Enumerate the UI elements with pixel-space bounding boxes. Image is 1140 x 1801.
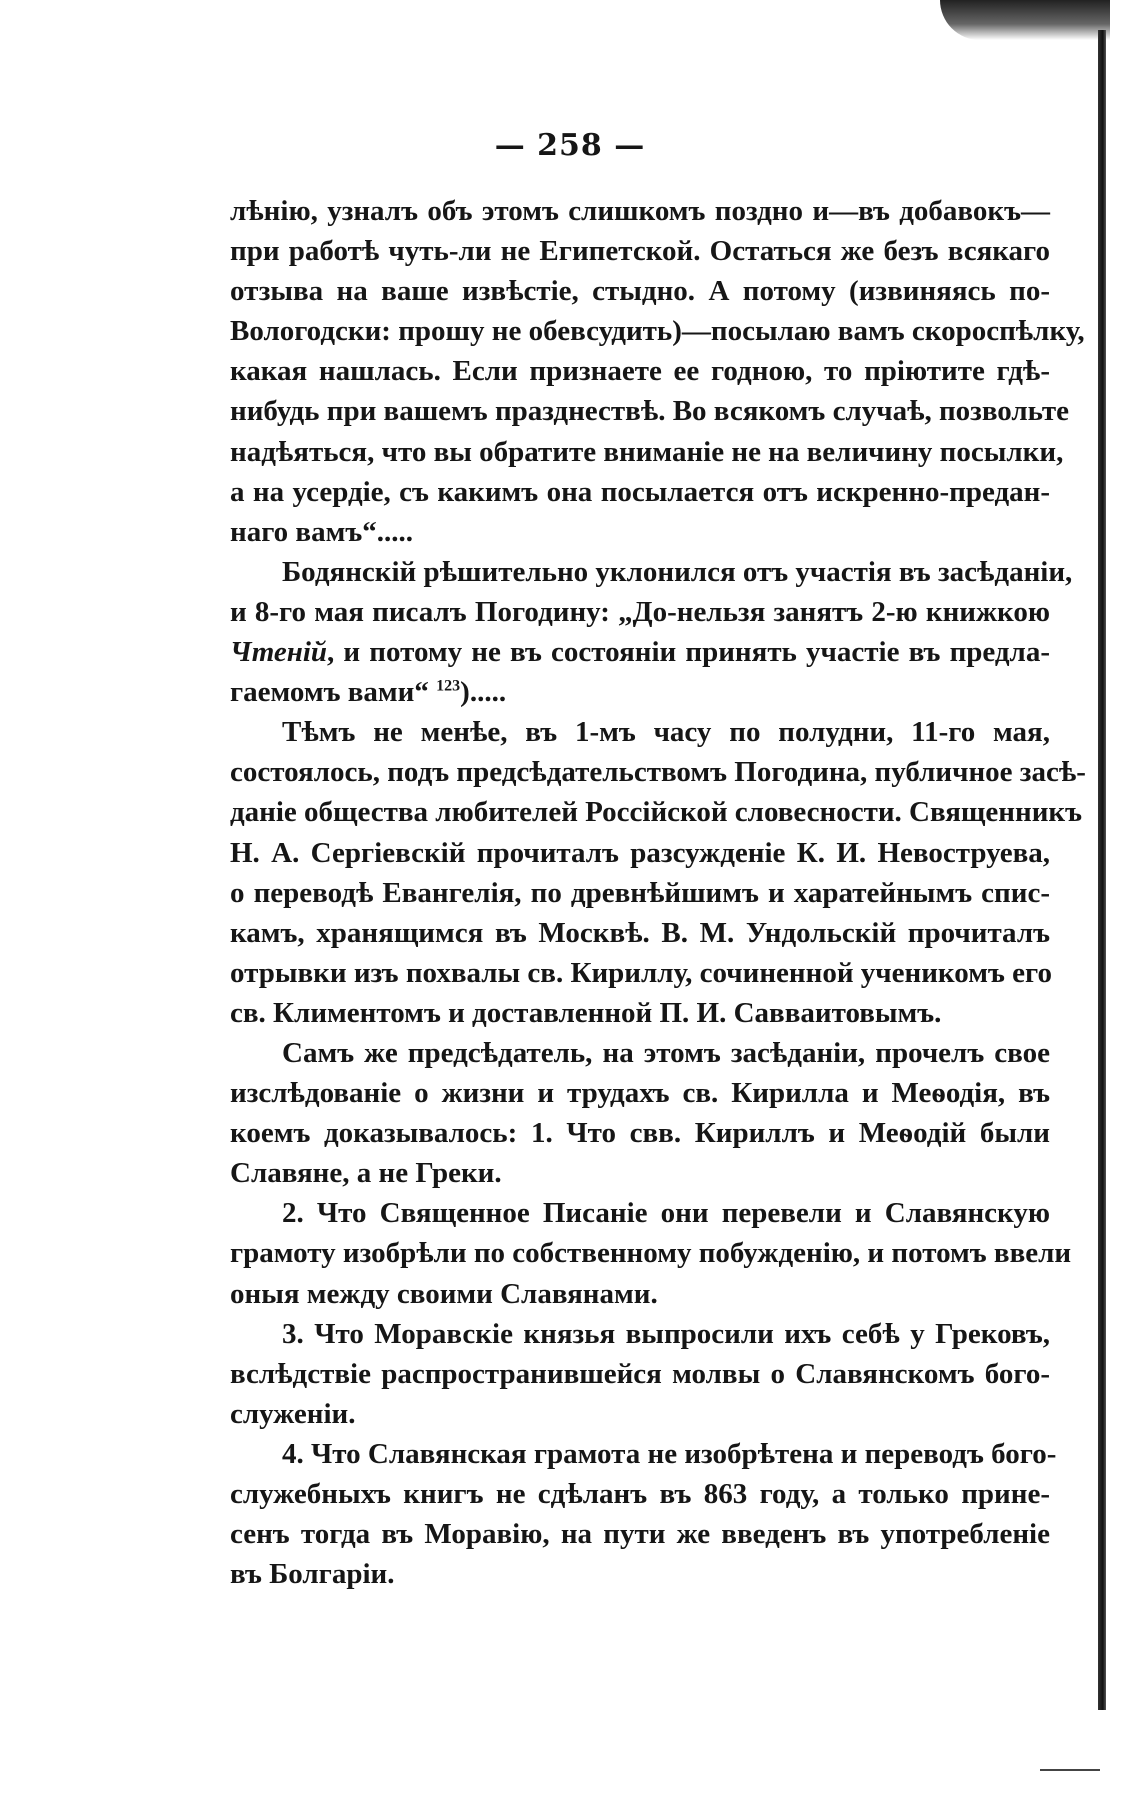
text-line-with-italic: Чтеній, и потому не въ состояніи принять участіе въ предла- bbox=[230, 636, 1050, 669]
paragraph bbox=[230, 1033, 1050, 1193]
text-line: 2. Что Священное Писаніе они перевели и Славянскую bbox=[282, 1197, 1050, 1230]
text-line: Тѣмъ не менѣе, въ 1-мъ часу по полудни, 11-го мая, bbox=[282, 716, 1050, 749]
text-line: въ Болгаріи. bbox=[230, 1558, 395, 1591]
body-text bbox=[230, 191, 1086, 1594]
text-line: надѣяться, что вы обратите вниманіе не на величину посылки, bbox=[230, 435, 1064, 468]
text-line: св. Климентомъ и доставленной П. И. Савваитовымъ. bbox=[230, 996, 942, 1029]
text-line: отрывки изъ похвалы св. Кириллу, сочиненной ученикомъ его bbox=[230, 956, 1052, 989]
text-line: Вологодски: прошу не обевсудить)—посылаю вамъ скороспѣлку, bbox=[230, 315, 1085, 348]
text-line: Славяне, а не Греки. bbox=[230, 1157, 502, 1190]
text-line: о переводѣ Евангелія, по древнѣйшимъ и харатейнымъ спис- bbox=[230, 876, 1050, 909]
text-line: Н. А. Сергіевскій прочиталъ разсужденіе К. И. Невоструева, bbox=[230, 836, 1050, 869]
paragraph bbox=[230, 191, 1085, 552]
paragraph bbox=[230, 1193, 1072, 1313]
footnote-marker: 123 bbox=[436, 677, 461, 695]
text-line: 3. Что Моравскіе князья выпросили ихъ себѣ у Грековъ, bbox=[282, 1317, 1050, 1350]
text-line: сенъ тогда въ Моравію, на пути же введенъ въ употребленіе bbox=[230, 1518, 1050, 1551]
scan-mark-bottom bbox=[1040, 1769, 1100, 1771]
text-line: лѣнію, узналъ объ этомъ слишкомъ поздно и—въ добавокъ— bbox=[230, 195, 1050, 227]
text-line: при работѣ чуть-ли не Египетской. Остаться же безъ всякаго bbox=[230, 235, 1050, 268]
text-line: камъ, хранящимся въ Москвѣ. В. М. Ундольскій прочиталъ bbox=[230, 916, 1050, 949]
text-line: вслѣдствіе распространившейся молвы о Славянскомъ бого- bbox=[230, 1357, 1050, 1390]
text-line: даніе общества любителей Россійской словесности. Священникъ bbox=[230, 796, 1083, 829]
page-number: — 258 — bbox=[494, 128, 646, 163]
text-line: отзыва на ваше извѣстіе, стыдно. А потому (извиняясь по- bbox=[230, 275, 1050, 308]
scan-shadow-top bbox=[940, 0, 1110, 40]
italic-title: Чтеній bbox=[230, 636, 328, 669]
text-line: состоялось, подъ предсѣдательствомъ Погодина, публичное засѣ- bbox=[230, 756, 1086, 789]
text-line: наго вамъ“..... bbox=[230, 515, 413, 548]
text-line: нибудь при вашемъ празднествѣ. Во всякомъ случаѣ, позвольте bbox=[230, 395, 1070, 428]
text-line: оныя между своими Славянами. bbox=[230, 1277, 658, 1310]
paragraph bbox=[230, 552, 1073, 712]
text-line: какая нашлась. Если признаете ее годною, то пріютите гдѣ- bbox=[230, 355, 1050, 388]
paragraph bbox=[230, 712, 1086, 1033]
text-line: изслѣдованіе о жизни и трудахъ св. Кирилла и Меѳодія, въ bbox=[230, 1077, 1050, 1110]
paragraph bbox=[230, 1314, 1050, 1434]
text-line: коемъ доказывалось: 1. Что свв. Кириллъ и Меѳодій были bbox=[230, 1117, 1050, 1150]
scan-edge-right bbox=[1098, 30, 1106, 1710]
paragraph bbox=[230, 1434, 1057, 1594]
text-line: Самъ же предсѣдатель, на этомъ засѣданіи, прочелъ свое bbox=[282, 1036, 1050, 1069]
text-line-with-footnote: гаемомъ вами“ $^{123}$)..... bbox=[230, 676, 507, 709]
text-line: 4. Что Славянская грамота не изобрѣтена и переводъ бого- bbox=[282, 1437, 1057, 1470]
text-line: служебныхъ книгъ не сдѣланъ въ 863 году, а только прине- bbox=[230, 1478, 1050, 1510]
text-line: грамоту изобрѣли по собственному побужденію, и потомъ ввели bbox=[230, 1237, 1072, 1270]
text-line: служеніи. bbox=[230, 1397, 356, 1430]
text-line: и 8-го мая писалъ Погодину: „До-нельзя занятъ 2-ю книжкою bbox=[230, 595, 1050, 628]
text-line: Бодянскій рѣшительно уклонился отъ участія въ засѣданіи, bbox=[282, 555, 1073, 588]
text-line: а на усердіе, съ какимъ она посылается отъ искренно-предан- bbox=[230, 475, 1050, 508]
